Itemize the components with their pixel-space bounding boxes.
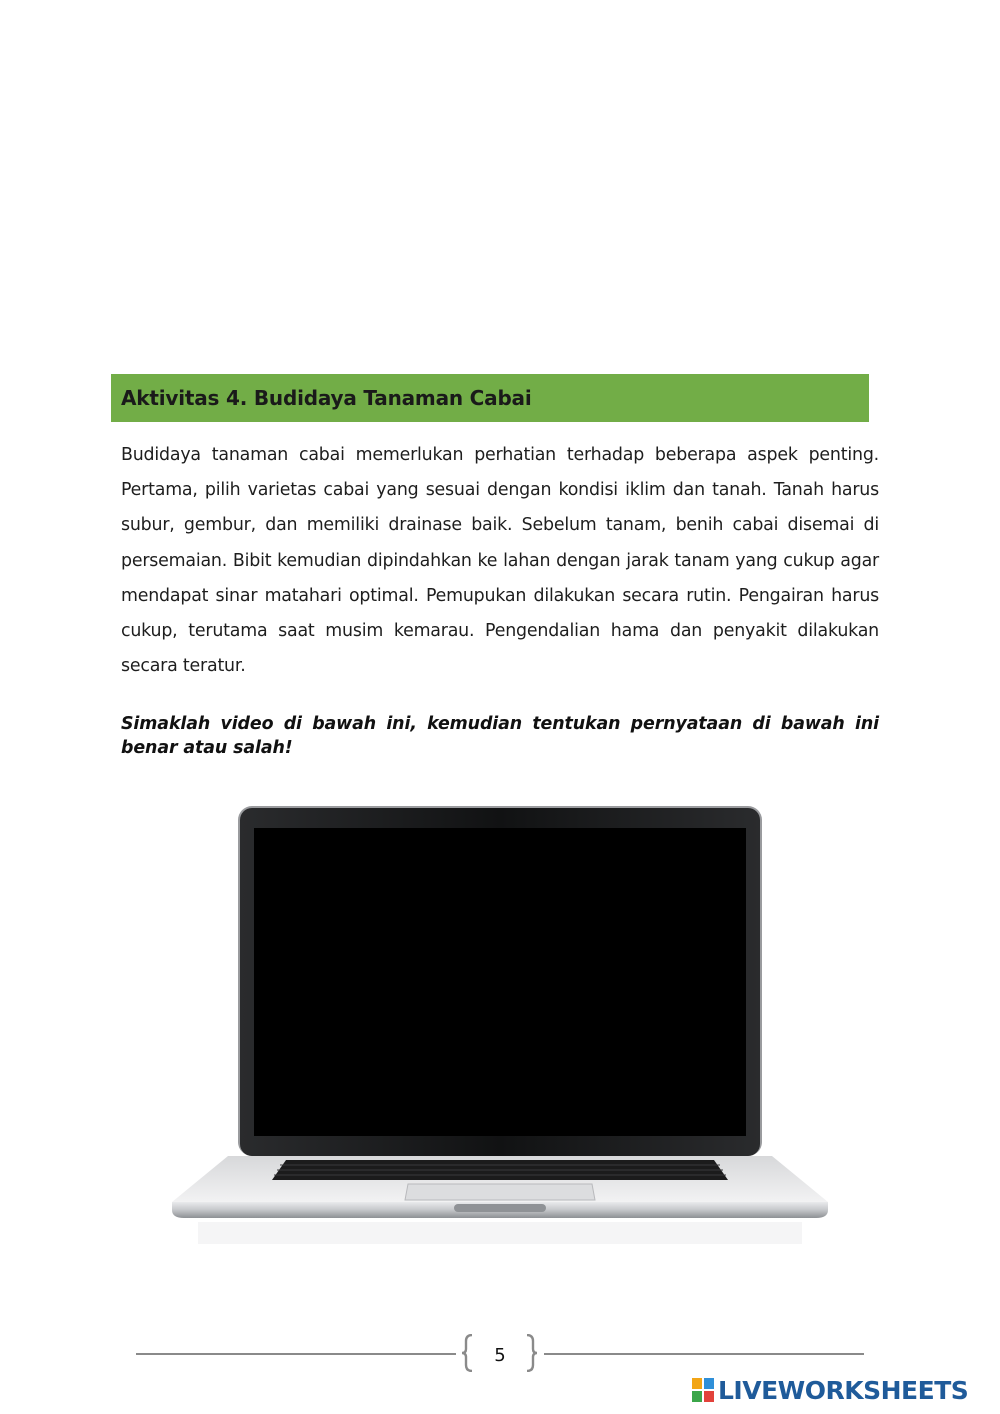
laptop-video-frame[interactable] [168, 804, 832, 1254]
footer-rule-left [136, 1353, 456, 1355]
video-screen [254, 828, 746, 1136]
body-paragraph: Budidaya tanaman cabai memerlukan perhatian terhadap beberapa aspek penting. Pertama, pilih varietas cabai yang sesuai dengan kondisi iklim dan tanah. Tanah harus subur, gembur, dan memiliki drainase baik. Sebelum tanam, benih cabai disemai di persemaian. Bibit kemudian dipindahkan ke lahan dengan jarak tanam yang cukup agar mendapat sinar matahari optimal. Pemupukan dilakukan secara rutin. Pengairan harus cukup, terutama saat musim kemarau. Pengendalian hama dan penyakit dilakukan secara teratur. [121, 445, 879, 677]
liveworksheets-brand[interactable] [692, 1374, 968, 1406]
instruction-text: Simaklah video di bawah ini, kemudian tentukan pernyataan di bawah ini benar atau salah! [121, 714, 879, 758]
activity-header [111, 374, 869, 422]
footer-bracket-left [461, 1334, 475, 1372]
liveworksheets-wordmark: LIVEWORKSHEETS [718, 1375, 969, 1405]
trackpad [405, 1184, 595, 1200]
activity-title: Aktivitas 4. Budidaya Tanaman Cabai [121, 386, 532, 410]
liveworksheets-logo-icon [692, 1378, 714, 1402]
footer-bracket-right [524, 1334, 538, 1372]
footer-rule-right [544, 1353, 864, 1355]
page-number: 5 [494, 1345, 506, 1366]
